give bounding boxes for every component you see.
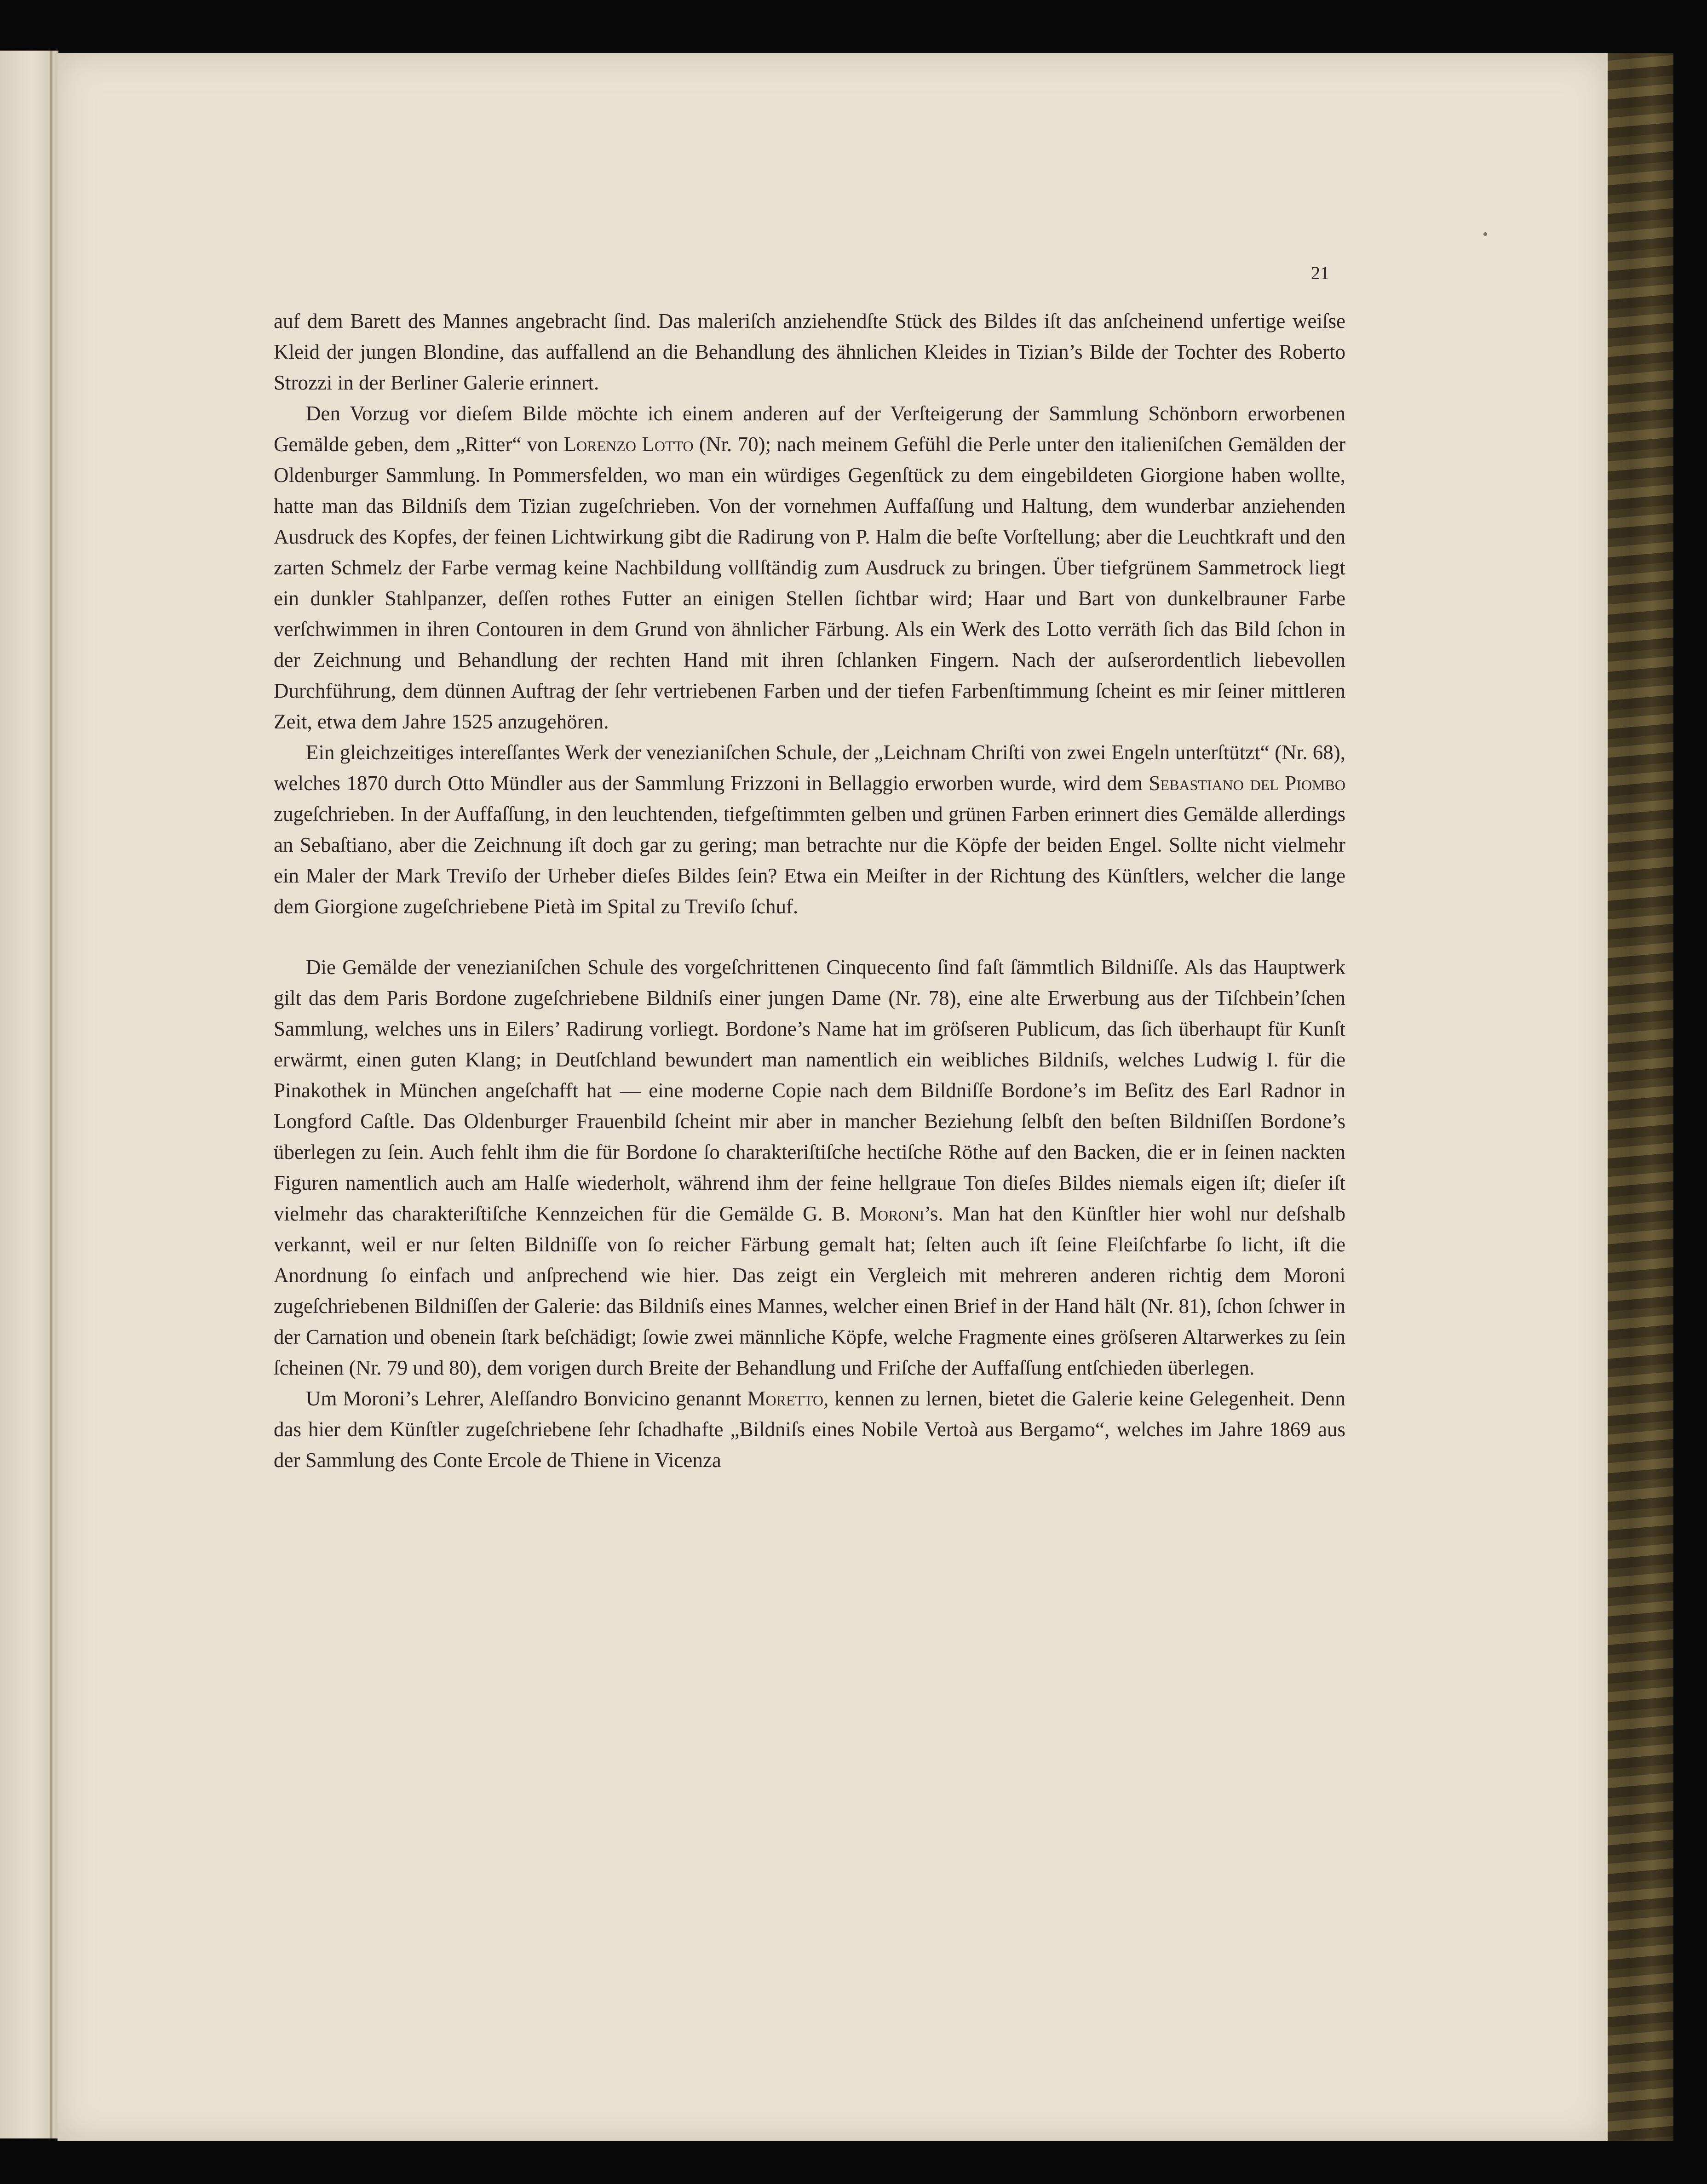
text-run: , kennen zu lernen, bietet die Galerie keine Gelegenheit. Denn das hier dem Künſtler zugeſchriebene ſehr ſchadhafte „Bildniſs eines Nobile Vertoà aus Bergamo“, welches im Jahre 1869 aus der Sammlung des Conte Ercole de Thiene in Vicenza xyxy=(274,1387,1345,1472)
paragraph-1 xyxy=(274,306,1345,398)
binding-gutter xyxy=(50,51,52,2138)
marbled-book-edge xyxy=(1601,53,1673,2141)
name-smallcaps: Sebastiano del Piombo xyxy=(1149,772,1345,795)
page-number: 21 xyxy=(1311,263,1329,283)
name-smallcaps: Moroni xyxy=(859,1202,925,1225)
paragraph-3 xyxy=(274,737,1345,922)
body-text xyxy=(274,306,1345,1476)
text-run: Die Gemälde der venezianiſchen Schule des vorgeſchrittenen Cinquecento ſind faſt ſämmtlich Bildniſſe. Als das Hauptwerk gilt das dem Paris Bordone zugeſchriebene Bildniſs einer jungen Dame (Nr. 78), eine alte Erwerbung aus der Tiſchbein’ſchen Sammlung, welches uns in Eilers’ Radirung vorliegt. Bordone’s Name hat im gröſseren Publicum, das ſich überhaupt für Kunſt erwärmt, einen guten Klang; in Deutſchland bewundert man namentlich ein weibliches Bildniſs, welches Ludwig I. für die Pinakothek in München angeſchafft hat — eine moderne Copie nach dem Bildniſſe Bordone’s im Beſitz des Earl Radnor in Longford Caſtle. Das Oldenburger Frauenbild ſcheint mir aber in mancher Beziehung ſelbſt den beſten Bildniſſen Bordone’s überlegen zu ſein. Auch fehlt ihm die für Bordone ſo charakteriſtiſche hectiſche Röthe auf den Backen, die er in ſeinen nackten Figuren namentlich auch am Halſe wiederholt, während ihm der feine hellgraue Ton dieſes Bildes niemals eigen iſt; dieſer iſt vielmehr das charakteriſtiſche Kennzeichen für die Gemälde G. B. xyxy=(274,956,1345,1225)
name-smallcaps: Moretto xyxy=(747,1387,824,1410)
text-run: Um Moroni’s Lehrer, Aleſſandro Bonvicino genannt xyxy=(306,1387,747,1410)
text-run: (Nr. 70); nach meinem Gefühl die Perle unter den italieniſchen Gemälden der Oldenburger Sammlung. In Pommersfelden, wo man ein würdiges Gegenſtück zu dem eingebildeten Giorgione haben wollte, hatte man das Bildniſs dem Tizian zugeſchrieben. Von der vornehmen Auffaſſung und Haltung, dem wunderbar anziehenden Ausdruck des Kopfes, der feinen Lichtwirkung gibt die Radirung von P. Halm die beſte Vorſtellung; aber die Leuchtkraft und den zarten Schmelz der Farbe vermag keine Nachbildung vollſtändig zum Ausdruck zu bringen. Über tiefgrünem Sammetrock liegt ein dunkler Stahlpanzer, deſſen rothes Futter an einigen Stellen ſichtbar wird; Haar und Bart von dunkelbrauner Farbe verſchwimmen in ihren Contouren in dem Grund von ähnlicher Färbung. Als ein Werk des Lotto verräth ſich das Bild ſchon in der Zeichnung und Behandlung der rechten Hand mit ihren ſchlanken Fingern. Nach der auſserordentlich liebevollen Durchführung, dem dünnen Auftrag der ſehr vertriebenen Farben und der tiefen Farbenſtimmung ſcheint es mir ſeiner mittleren Zeit, etwa dem Jahre 1525 anzugehören. xyxy=(274,433,1345,733)
text-run: zugeſchrieben. In der Auffaſſung, in den leuchtenden, tiefgeſtimmten gelben und grünen Farben erinnert dies Gemälde allerdings an Sebaſtiano, aber die Zeichnung iſt doch gar zu gering; man betrachte nur die Köpfe der beiden Engel. Sollte nicht vielmehr ein Maler der Mark Treviſo der Urheber dieſes Bildes ſein? Etwa ein Meiſter in der Richtung des Künſtlers, welcher die lange dem Giorgione zugeſchriebene Pietà im Spital zu Treviſo ſchuf. xyxy=(274,803,1345,918)
text-run: auf dem Barett des Mannes angebracht ſind. Das maleriſch anziehendſte Stück des Bildes iſt das anſcheinend unfertige weiſse Kleid der jungen Blondine, das auffallend an die Behandlung des ähnlichen Kleides in Tizian’s Bilde der Tochter des Roberto Strozzi in der Berliner Galerie erinnert. xyxy=(274,310,1345,394)
paper-speck xyxy=(1483,232,1487,236)
text-run: Ein gleichzeitiges intereſſantes Werk der venezianiſchen Schule, der „Leichnam Chriſti von zwei Engeln unterſtützt“ (Nr. 68), welches 1870 durch Otto Mündler aus der Sammlung Frizzoni in Bellaggio erworben wurde, wird dem xyxy=(274,741,1345,795)
text-run: Den Vorzug vor dieſem Bilde möchte ich einem anderen auf der Verſteigerung der Sammlung Schönborn erworbenen Gemälde geben, dem „Ritter“ von xyxy=(274,402,1345,456)
paragraph-2 xyxy=(274,398,1345,737)
name-smallcaps: Lorenzo Lotto xyxy=(563,433,694,456)
text-run: ’s. Man hat den Künſtler hier wohl nur deſshalb verkannt, weil er nur ſelten Bildniſſe von ſo reicher Färbung gemalt hat; ſelten auch iſt ſeine Fleiſchfarbe ſo licht, iſt die Anordnung ſo einfach und anſprechend wie hier. Das zeigt ein Vergleich mit mehreren anderen richtig dem Moroni zugeſchriebenen Bildniſſen der Galerie: das Bildniſs eines Mannes, welcher einen Brief in der Hand hält (Nr. 81), ſchon ſchwer in der Carnation und obenein ſtark beſchädigt; ſowie zwei männliche Köpfe, welche Fragmente eines gröſseren Altarwerkes zu ſein ſcheinen (Nr. 79 und 80), dem vorigen durch Breite der Behandlung und Friſche der Auffaſſung entſchieden überlegen. xyxy=(274,1202,1345,1379)
paragraph-5 xyxy=(274,1383,1345,1476)
paragraph-4 xyxy=(274,952,1345,1383)
